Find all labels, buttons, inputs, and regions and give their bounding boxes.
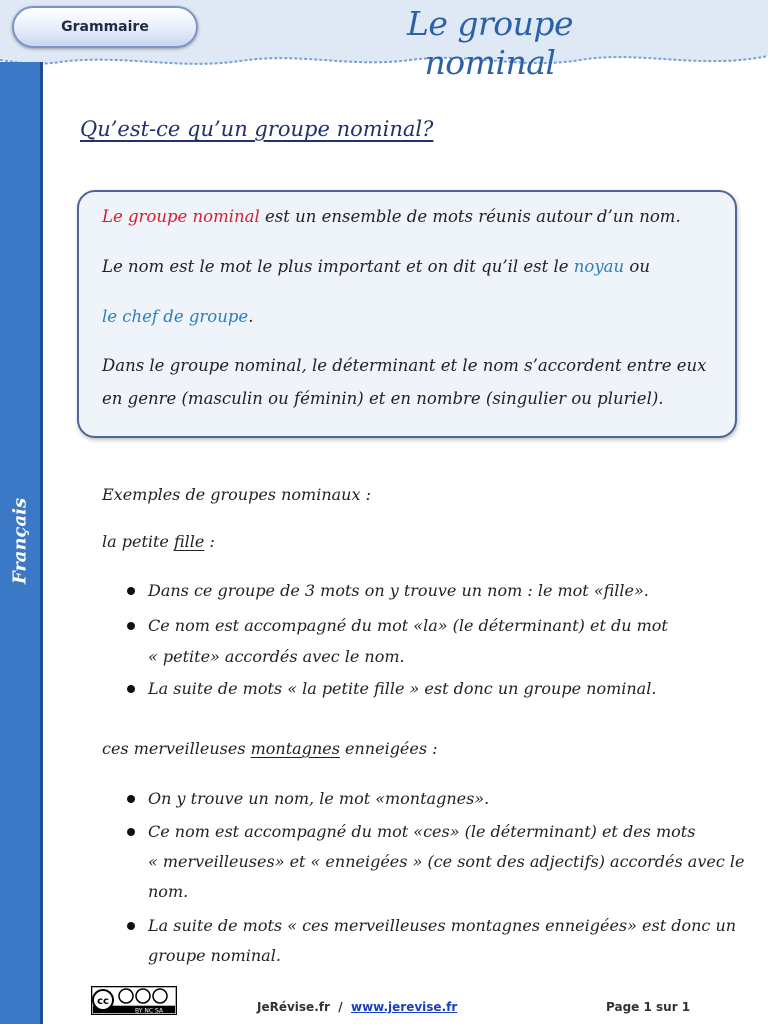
bullet-icon (127, 922, 135, 930)
example-2-bullet-2: Ce nom est accompagné du mot «ces» (le déterminant) et des mots (148, 822, 696, 841)
footer-site (257, 1000, 457, 1014)
section-question: Qu’est-ce qu’un groupe nominal? (80, 117, 434, 141)
license-text: BY NC SA (135, 1007, 163, 1015)
bullet-icon (127, 622, 135, 630)
bullet-icon (127, 685, 135, 693)
definition-text: ou (624, 257, 650, 276)
example-2-bullet-3: La suite de mots « ces merveilleuses montagnes enneigées» est donc un (148, 916, 737, 935)
example-1-prefix: la petite (102, 532, 174, 551)
definition-keyword-chef: le chef de groupe (102, 307, 249, 326)
example-2-suffix: enneigées : (339, 739, 438, 758)
example-2-bullet-2-cont: « merveilleuses» et « enneigées » (ce sont des adjectifs) accordés avec le (148, 852, 745, 871)
page-number: Page 1 sur 1 (606, 1000, 691, 1014)
side-band-label: Français (9, 497, 31, 585)
example-1-noun: fille (173, 532, 205, 551)
example-2-bullet-3-cont: groupe nominal. (148, 946, 281, 965)
definition-keyword-noyau: noyau (573, 257, 625, 276)
footer-site-name: JeRévise.fr (257, 1000, 330, 1014)
footer-separator: / (329, 1000, 351, 1014)
bullet-icon (127, 587, 135, 595)
creative-commons-license-icon[interactable] (91, 986, 177, 1015)
svg-text:cc: cc (97, 996, 109, 1007)
example-1-heading (102, 532, 215, 551)
bullet-icon (127, 828, 135, 836)
definition-text: est un ensemble de mots réunis autour d’un nom. (259, 207, 681, 226)
footer-site-link[interactable]: www.jerevise.fr (351, 1000, 458, 1014)
example-2-bullet-1: On y trouve un nom, le mot «montagnes». (148, 789, 490, 808)
bullet-icon (127, 795, 135, 803)
definition-line-3 (102, 307, 253, 326)
definition-line-1 (102, 207, 681, 226)
page-header (0, 0, 768, 82)
definition-line-4: Dans le groupe nominal, le déterminant et le nom s’accordent entre eux (102, 356, 707, 375)
example-2-heading (102, 739, 438, 758)
definition-line-2 (102, 257, 650, 276)
example-2-prefix: ces merveilleuses (102, 739, 251, 758)
example-2-noun: montagnes (250, 739, 340, 758)
example-1-bullet-1: Dans ce groupe de 3 mots on y trouve un nom : le mot «fille». (148, 581, 649, 600)
page-title: Le groupe nominal (406, 4, 574, 82)
example-1-suffix: : (204, 532, 215, 551)
definition-text: Le nom est le mot le plus important et on dit qu’il est le (102, 257, 574, 276)
definition-text: . (248, 307, 254, 326)
definition-line-5: en genre (masculin ou féminin) et en nombre (singulier ou pluriel). (102, 389, 664, 408)
example-1-bullet-2: Ce nom est accompagné du mot «la» (le déterminant) et du mot (148, 616, 668, 635)
example-1-bullet-3: La suite de mots « la petite fille » est donc un groupe nominal. (148, 679, 657, 698)
examples-intro: Exemples de groupes nominaux : (102, 485, 371, 504)
example-1-bullet-2-cont: « petite» accordés avec le nom. (148, 647, 405, 666)
definition-term: Le groupe nominal (102, 207, 260, 226)
example-2-bullet-2-end: nom. (148, 882, 189, 901)
subject-badge: Grammaire (12, 6, 198, 48)
